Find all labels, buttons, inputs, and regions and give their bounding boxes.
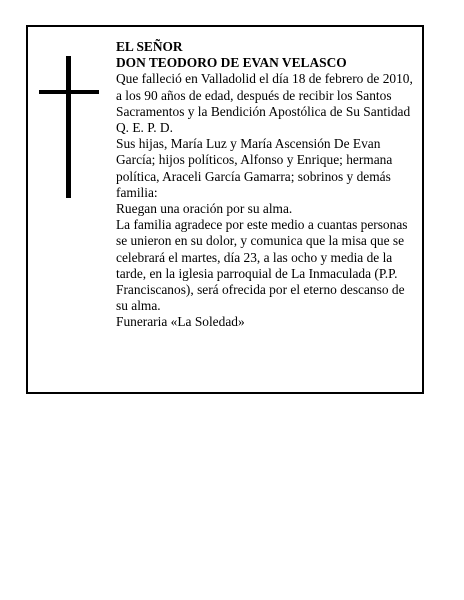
cross-vertical-bar <box>66 56 71 198</box>
notice-line: Ruegan una oración por su alma. <box>116 201 293 217</box>
notice-line: García; hijos políticos, Alfonso y Enrique; hermana <box>116 152 393 168</box>
notice-line: política, Araceli García Gamarra; sobrinos y demás <box>116 168 391 184</box>
notice-line: su alma. <box>116 298 161 314</box>
funeral-home: Funeraria «La Soledad» <box>116 314 245 330</box>
notice-line: Que falleció en Valladolid el día 18 de febrero de 2010, <box>116 71 413 87</box>
notice-line: La familia agradece por este medio a cuantas personas <box>116 217 408 233</box>
cross-icon <box>39 56 99 198</box>
notice-line: tarde, en la iglesia parroquial de La Inmaculada (P.P. <box>116 265 398 281</box>
deceased-name: DON TEODORO DE EVAN VELASCO <box>116 55 347 71</box>
notice-line: celebrará el martes, día 23, a las ocho y media de la <box>116 249 393 265</box>
notice-line: Sacramentos y la Bendición Apostólica de Su Santidad <box>116 103 411 119</box>
notice-line: Q. E. P. D. <box>116 120 173 136</box>
notice-line: Sus hijas, María Luz y María Ascensión De Evan <box>116 136 381 152</box>
obituary-notice <box>26 25 424 394</box>
notice-text <box>116 39 418 331</box>
notice-line: familia: <box>116 184 158 200</box>
notice-title: EL SEÑOR <box>116 39 183 54</box>
notice-line: se unieron en su dolor, y comunica que la misa que se <box>116 233 405 249</box>
notice-line: Franciscanos), será ofrecida por el eterno descanso de <box>116 282 405 298</box>
notice-line: a los 90 años de edad, después de recibir los Santos <box>116 87 392 103</box>
cross-horizontal-bar <box>39 90 99 94</box>
